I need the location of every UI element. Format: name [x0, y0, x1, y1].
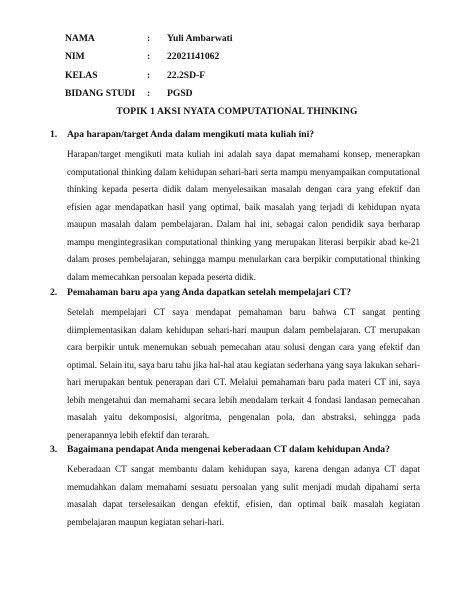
question-text: Pemahaman baru apa yang Anda dapatkan setelah mempelajari CT? [67, 287, 352, 298]
question-number: 3. [50, 444, 58, 455]
answer-paragraph: Harapan/target mengikuti mata kuliah ini adalah saya dapat memahami konsep, menerapkan computational thinking dalam kehidupan sehari-hari serta mampu menyampaikan computational thinking kepada peserta didik dalam menyelesaikan masalah dengan cara yang efektif dan efisien agar mendapatkan hasil yang optimal, baik masalah yang terjadi di kehidupan nyata maupun masalah dalam pembelajaran. Dalam hal ini, sebagai calon pendidik saya berharap mampu mengintegrasikan computational thinking yang merupakan literasi berpikir abad ke-21 dalam proses pembelajaran, sehingga mampu menularkan cara berpikir computational thinking dalam memecahkan persoalan kepada peserta didik. [67, 149, 420, 282]
info-colon: : [147, 33, 151, 44]
info-row-bidang-studi [65, 85, 425, 103]
info-value: 22.2SD-F [167, 69, 206, 81]
info-value: PGSD [167, 88, 193, 100]
info-value: Yuli Ambarwati [167, 33, 233, 44]
student-info [65, 30, 425, 104]
question-text: Bagaimana pendapat Anda mengenai keberadaan CT dalam kehidupan Anda? [67, 444, 390, 455]
page-title: TOPIK 1 AKSI NYATA COMPUTATIONAL THINKING [116, 106, 358, 117]
question [50, 443, 420, 457]
answer-paragraph: Keberadaan CT sangat membantu dalam kehidupan saya, karena dengan adanya CT dapat memudahkan dalam memahami sesuatu persoalan yang sulit menjadi mudah dipahami serta masalah dapat terselesaikan dengan efektif, efisien, dan optimal baik masalah kegiatan pembelajaran maupun kegiatan sehari-hari. [67, 464, 420, 527]
info-label: KELAS [65, 69, 98, 81]
info-row-kelas [65, 67, 425, 85]
question [50, 286, 420, 300]
info-colon: : [147, 51, 151, 63]
info-row-nama [65, 30, 425, 48]
info-colon: : [147, 88, 151, 100]
answer-paragraph: Setelah mempelajari CT saya mendapat pemahaman baru bahwa CT sangat penting diimplementasikan dalam kehidupan sehari-hari maupun dalam pembelajaran. CT merupakan cara berpikir untuk menemukan sebuah pemecahan atau solusi dengan cara yang efektif dan optimal. Selain itu, saya baru tahu jika hal-hal atau kegiatan sederhana yang saya lakukan sehari-hari merupakan bentuk penerapan dari CT. Melalui pemahaman baru pada materi CT ini, saya lebih mengetahui dan memahami secara lebih mendalam terkait 4 fondasi landasan pemecahan masalah yaitu dekomposisi, algoritma, pengenalan pola, dan abstraksi, sehingga pada penerapannya lebih efektif dan terarah. [67, 307, 421, 440]
question-number: 2. [50, 287, 58, 298]
question-number: 1. [50, 129, 58, 140]
question [50, 128, 420, 142]
info-label: BIDANG STUDI [65, 88, 136, 100]
info-label: NIM [65, 51, 85, 63]
section-1 [50, 128, 420, 295]
section-2 [50, 286, 420, 453]
info-value: 22021141062 [167, 51, 220, 63]
info-colon: : [147, 69, 151, 81]
question-text: Apa harapan/target Anda dalam mengikuti mata kuliah ini? [67, 129, 315, 140]
section-3 [50, 443, 420, 540]
info-label: NAMA [65, 33, 95, 44]
info-row-nim [65, 48, 425, 66]
